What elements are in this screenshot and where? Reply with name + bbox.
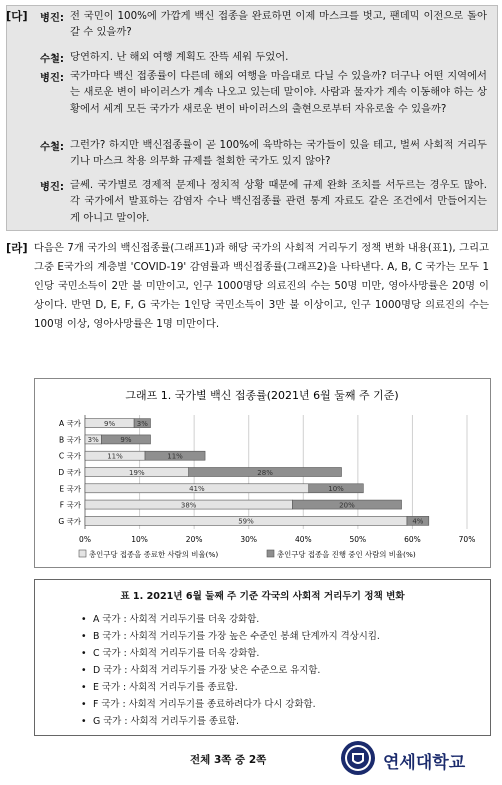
- section-paragraph: 다음은 7개 국가의 백신접종률(그래프1)과 해당 국가의 사회적 거리두기 정책 변화 내용(표1), 그리고 그중 E국가의 계층별 'COVID-19' 감염률과 백신접종률(그래프2)을 나타낸다. A, B, C 국가는 모두 1인당 국민소득이 2만 불 미만이고, 인구 1000명당 의료진의 수는 50명 미만, 영아사망률은 20명 이상이다. 반면 D, E, F, G 국가는 1인당 국민소득이 3만 불 이상이고, 인구 1000명당 의료진의 수는 100명 이상, 영아사망률은 1명 미만이다.: [34, 242, 489, 330]
- chart-canvas: [35, 379, 490, 567]
- table-row: • F 국가 : 사회적 거리두기를 종료하려다가 다시 강화함.: [81, 699, 316, 710]
- x-tick-label: 30%: [240, 535, 258, 544]
- data-label: 41%: [189, 485, 205, 494]
- category-label: D 국가: [58, 468, 81, 477]
- chart-title: 그래프 1. 국가별 백신 접종률(2021년 6월 둘째 주 기준): [125, 389, 399, 402]
- dialogue-speaker: 병진:: [40, 72, 65, 84]
- table-row: • B 국가 : 사회적 거리두기를 가장 높은 수준인 봉쇄 단계까지 격상시킴.: [81, 631, 380, 642]
- dialogue-line: 전 국민이 100%에 가깝게 백신 접종을 완료하면 이제 마스크를 벗고, 팬데믹 이전으로 돌아갈 수 있을까?: [70, 10, 487, 39]
- table-row: • E 국가 : 사회적 거리두기를 종료함.: [81, 682, 238, 693]
- category-label: B 국가: [58, 435, 81, 445]
- dialogue-line: 그런가? 하지만 백신접종률이 곧 100%에 육박하는 국가들이 있을 테고, 벌써 사회적 거리두기나 마스크 착용 의무화 규제를 철회한 국가도 있지 않아?: [70, 139, 487, 168]
- data-label: 3%: [87, 436, 99, 445]
- x-tick-label: 20%: [185, 535, 203, 544]
- table-row-text: A 국가 : 사회적 거리두기를 더욱 강화함.: [93, 614, 260, 625]
- table-row: • C 국가 : 사회적 거리두기를 더욱 강화함.: [81, 648, 260, 659]
- data-label: 4%: [412, 517, 424, 526]
- category-label: F 국가: [59, 500, 81, 510]
- data-label: 11%: [167, 452, 183, 461]
- data-label: 9%: [104, 419, 116, 428]
- data-label: 28%: [257, 468, 273, 477]
- section-tag-ra: [라]: [6, 241, 28, 255]
- x-tick-label: 10%: [131, 535, 148, 544]
- x-tick-label: 40%: [294, 535, 312, 544]
- dialogue-line: 당연하지. 난 해외 여행 계획도 잔뜩 세워 두었어.: [70, 51, 289, 63]
- data-label: 11%: [107, 452, 123, 461]
- vaccination-chart: [34, 378, 491, 568]
- data-label: 59%: [238, 517, 254, 526]
- legend-label: 총인구당 접종을 진행 중인 사람의 비율(%): [277, 550, 416, 559]
- data-label: 20%: [339, 501, 355, 510]
- category-label: G 국가: [58, 516, 81, 526]
- page-number: 전체 3쪽 중 2쪽: [190, 754, 267, 766]
- section-tag-da: [다]: [6, 9, 28, 23]
- data-label: 3%: [136, 419, 148, 428]
- legend-label: 총인구당 접종을 종료한 사람의 비율(%): [89, 550, 219, 559]
- dialogue-line: 국가마다 백신 접종률이 다른데 해외 여행을 마음대로 다닐 수 있을까? 더구나 어떤 지역에서는 새로운 변이 바이러스가 계속 나오고 있는데 말이야. 사람과 물자가 계속 이동해야 하는 상황에서 세계 모든 국가가 새로운 변이 바이러스의 출현으로부터 자유로울 수 있을까?: [70, 70, 487, 115]
- dialogue-speaker: 병진:: [40, 12, 65, 24]
- x-tick-label: 70%: [458, 535, 476, 544]
- dialogue-speaker: 수철:: [40, 53, 65, 65]
- data-label: 38%: [180, 501, 197, 510]
- x-tick-label: 0%: [79, 535, 91, 544]
- table-row-text: C 국가 : 사회적 거리두기를 더욱 강화함.: [93, 648, 260, 659]
- table-row-text: G 국가 : 사회적 거리두기를 종료함.: [93, 716, 240, 727]
- table-row: • D 국가 : 사회적 거리두기를 가장 낮은 수준으로 유지함.: [81, 665, 321, 676]
- policy-table: [34, 579, 491, 736]
- table-title: 표 1. 2021년 6월 둘째 주 기준 각국의 사회적 거리두기 정책 변화: [120, 591, 405, 602]
- table-row-text: D 국가 : 사회적 거리두기를 가장 낮은 수준으로 유지함.: [93, 665, 321, 676]
- dialogue-speaker: 수철:: [40, 141, 65, 153]
- legend-swatch: [267, 550, 274, 557]
- table-row-text: B 국가 : 사회적 거리두기를 가장 높은 수준인 봉쇄 단계까지 격상시킴.: [93, 631, 380, 642]
- legend-swatch: [79, 550, 86, 557]
- table-row: • G 국가 : 사회적 거리두기를 종료함.: [81, 716, 240, 727]
- dialogue-line: 글쎄. 국가별로 경제적 문제나 정치적 상황 때문에 규제 완화 조치를 서두르는 경우도 많아. 각 국가에서 발표하는 감염자 수나 백신접종률 관련 통계 자료도 같은 조건에서 만들어지는 게 아니고 말이야.: [70, 179, 487, 224]
- yonsei-seal-icon: [340, 740, 376, 780]
- category-label: A 국가: [58, 419, 81, 429]
- data-label: 9%: [120, 436, 132, 445]
- x-tick-label: 50%: [349, 535, 367, 544]
- data-label: 10%: [328, 485, 344, 494]
- university-name: 연세대학교: [383, 753, 466, 773]
- x-tick-label: 60%: [404, 535, 421, 544]
- category-label: C 국가: [58, 451, 81, 461]
- table-row: • A 국가 : 사회적 거리두기를 더욱 강화함.: [81, 614, 260, 625]
- category-label: E 국가: [59, 484, 81, 494]
- data-label: 19%: [129, 468, 145, 477]
- dialogue-speaker: 병진:: [40, 181, 65, 193]
- table-row-text: E 국가 : 사회적 거리두기를 종료함.: [93, 682, 238, 693]
- table-row-text: F 국가 : 사회적 거리두기를 종료하려다가 다시 강화함.: [93, 699, 316, 710]
